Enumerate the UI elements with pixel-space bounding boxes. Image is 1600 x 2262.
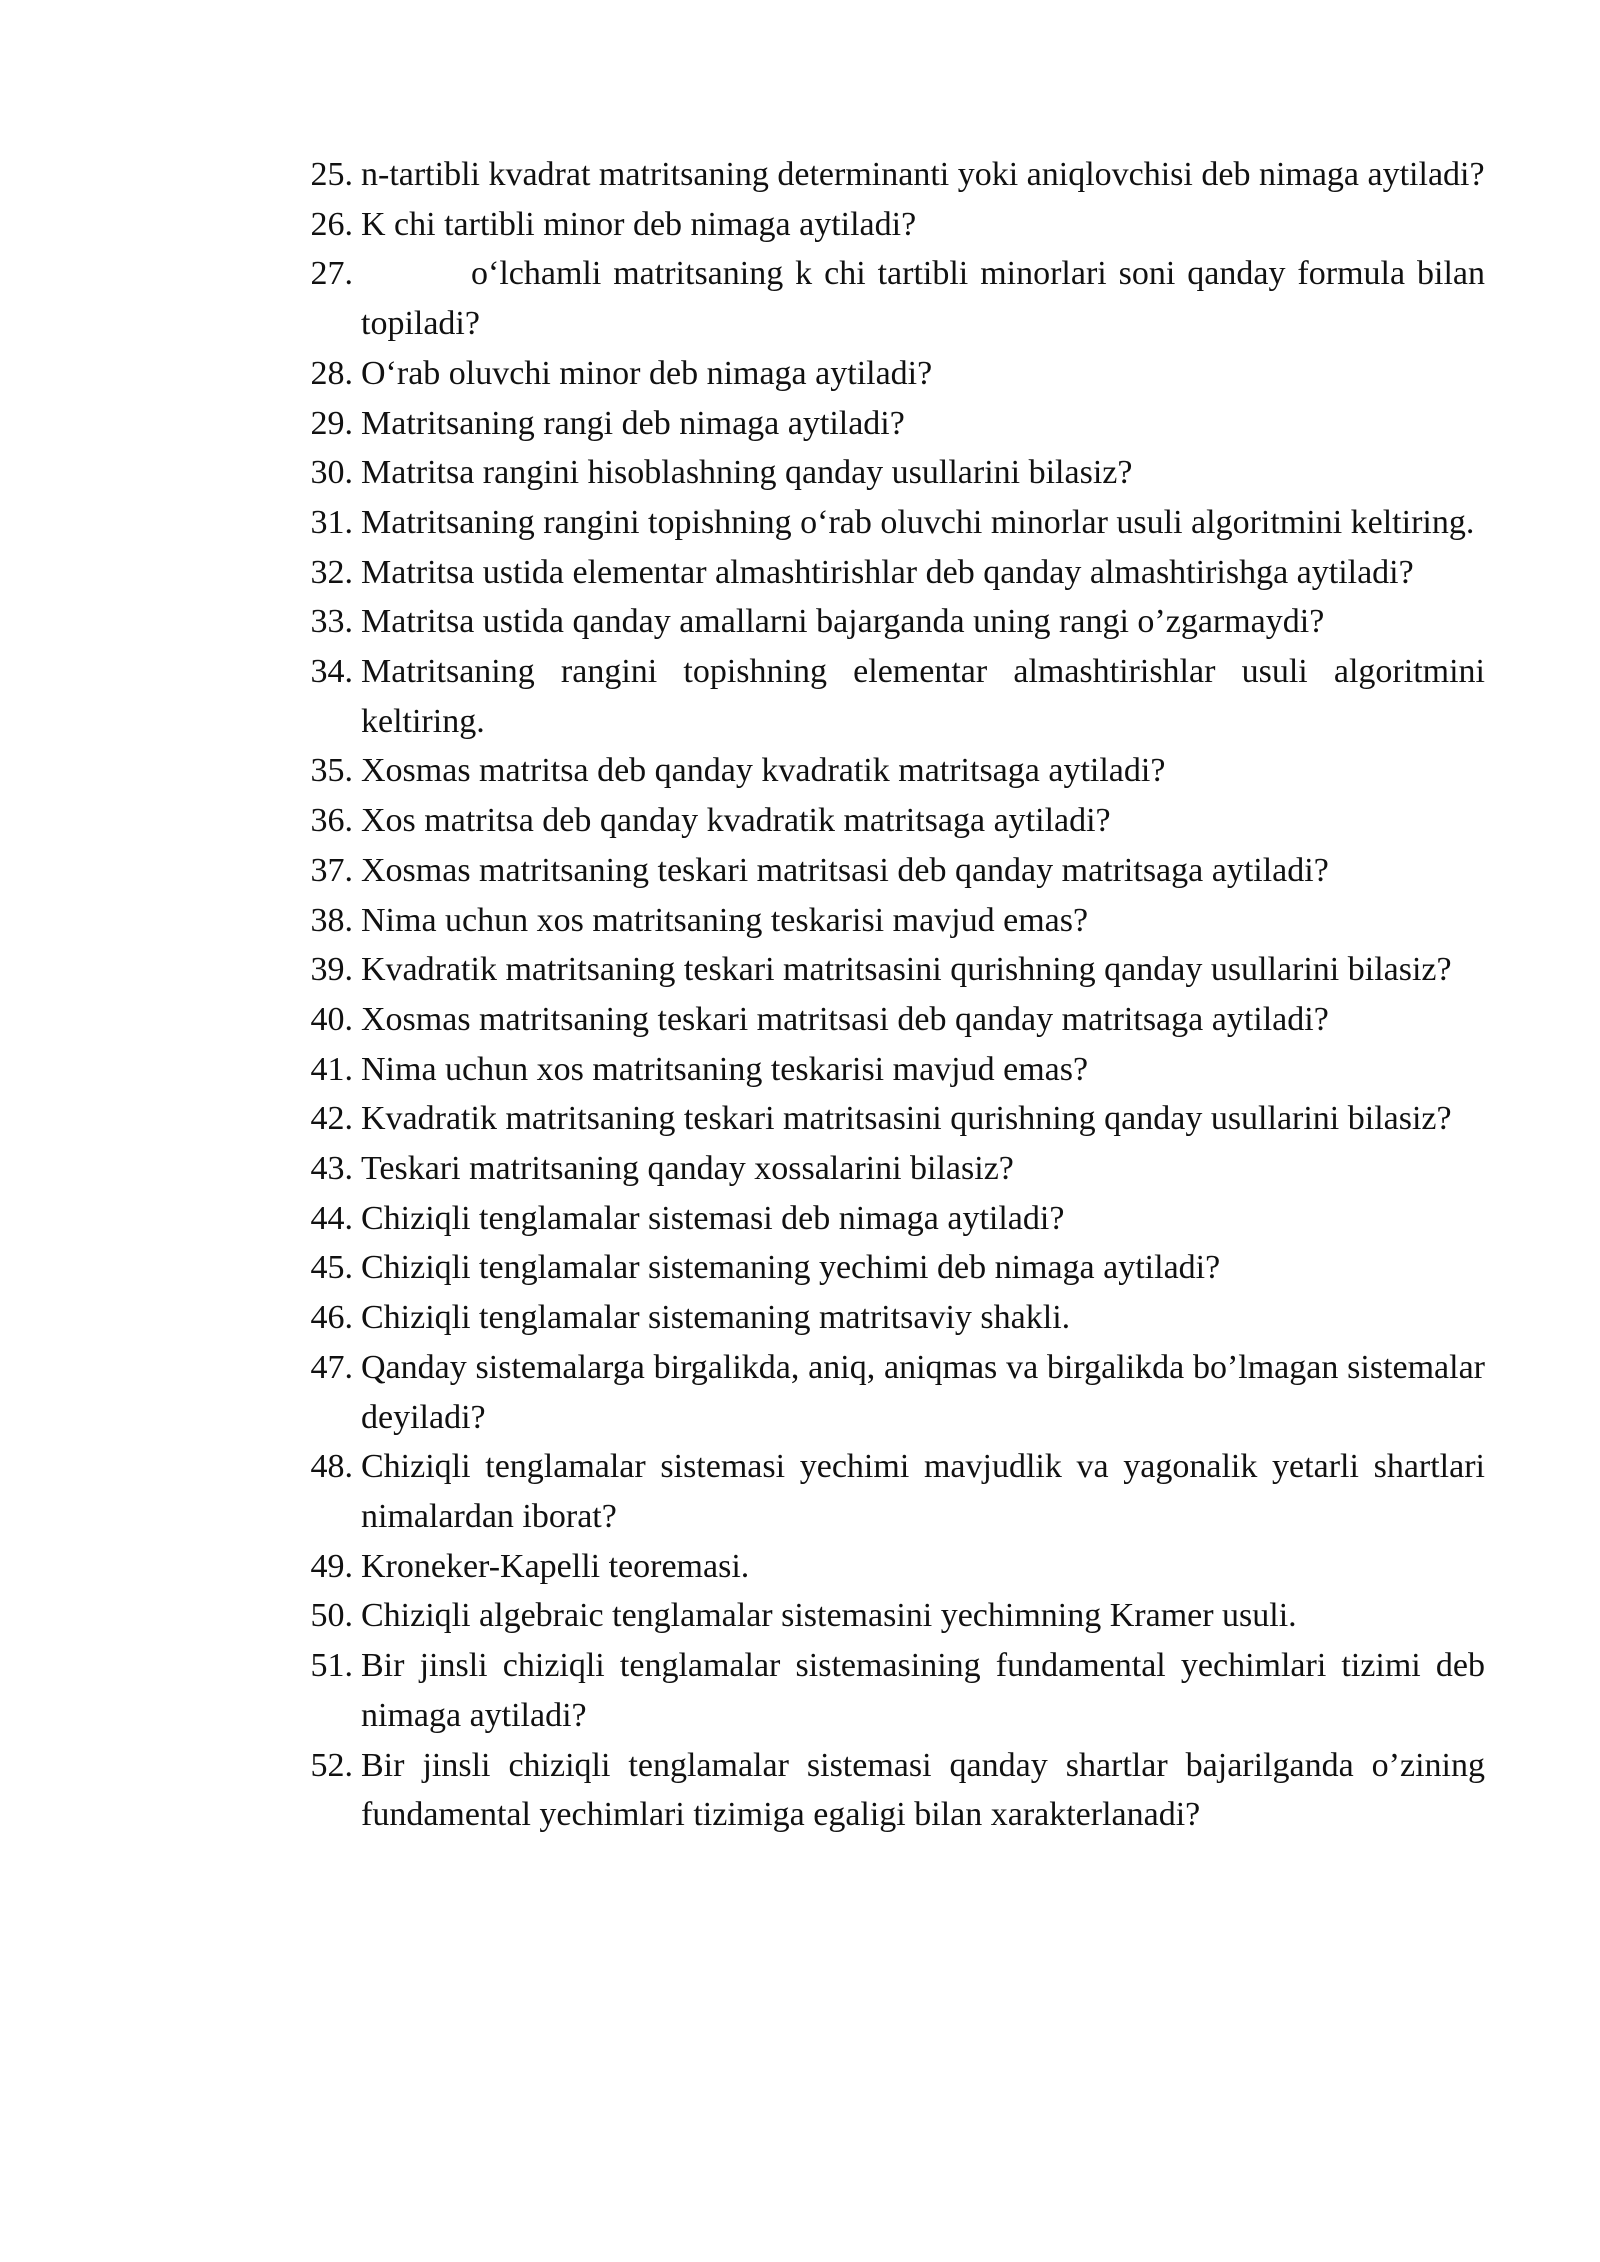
item-number: 43. xyxy=(310,1150,353,1188)
list-item xyxy=(295,200,1485,250)
list-item xyxy=(295,399,1485,449)
item-text-container xyxy=(361,249,1485,348)
item-text: Matritsaning rangi deb nimaga aytiladi? xyxy=(361,404,905,442)
item-text: Matritsa ustida qanday amallarni bajarganda uning rangi o’zgarmaydi? xyxy=(361,603,1325,641)
item-text: n-tartibli kvadrat matritsaning determinanti yoki aniqlovchisi deb nimaga aytiladi? xyxy=(361,156,1485,193)
item-number: 40. xyxy=(310,1000,353,1038)
item-text: Kvadratik matritsaning teskari matritsasini qurishning qanday usullarini bilasiz? xyxy=(361,1100,1452,1138)
item-number: 28. xyxy=(310,354,353,392)
item-text: Kroneker-Kapelli teoremasi. xyxy=(361,1547,750,1585)
item-text: Matritsaning rangini topishning elementar almashtirishlar usuli algoritmini keltiring. xyxy=(361,653,1485,740)
list-item xyxy=(295,150,1485,200)
list-item xyxy=(295,995,1485,1045)
item-number: 45. xyxy=(310,1249,353,1287)
item-number: 51. xyxy=(310,1647,353,1685)
list-item xyxy=(295,1542,1485,1592)
item-text: Xosmas matritsa deb qanday kvadratik matritsaga aytiladi? xyxy=(361,752,1166,790)
list-item xyxy=(295,1045,1485,1095)
list-item xyxy=(295,1243,1485,1293)
item-text: Chiziqli algebraic tenglamalar sistemasini yechimning Kramer usuli. xyxy=(361,1597,1297,1635)
item-text: Xosmas matritsaning teskari matritsasi deb qanday matritsaga aytiladi? xyxy=(361,1000,1329,1038)
item-text: Matritsa ustida elementar almashtirishlar deb qanday almashtirishga aytiladi? xyxy=(361,553,1414,591)
list-item xyxy=(295,846,1485,896)
item-number: 44. xyxy=(310,1199,353,1237)
item-text: K chi tartibli minor deb nimaga aytiladi? xyxy=(361,205,917,243)
item-number: 42. xyxy=(310,1100,353,1138)
item-number: 33. xyxy=(310,603,353,641)
item-text: Chiziqli tenglamalar sistemasi deb nimaga aytiladi? xyxy=(361,1199,1065,1237)
list-item xyxy=(295,249,1485,348)
item-text: Kvadratik matritsaning teskari matritsasini qurishning qanday usullarini bilasiz? xyxy=(361,951,1452,989)
item-text: o‘lchamli matritsaning k chi tartibli minorlari soni qanday formula bilan topiladi? xyxy=(361,255,1485,343)
item-text: Bir jinsli chiziqli tenglamalar sistemasining fundamental yechimlari tizimi deb nimaga aytiladi? xyxy=(361,1647,1485,1734)
item-number: 49. xyxy=(310,1547,353,1585)
item-text: Nima uchun xos matritsaning teskarisi mavjud emas? xyxy=(361,1050,1089,1088)
item-text: Xos matritsa deb qanday kvadratik matritsaga aytiladi? xyxy=(361,802,1111,840)
item-number: 26. xyxy=(310,205,353,243)
list-item xyxy=(295,1591,1485,1641)
list-item xyxy=(295,896,1485,946)
item-number: 36. xyxy=(310,802,353,840)
list-item xyxy=(295,945,1485,995)
list-item xyxy=(295,647,1485,746)
list-item xyxy=(295,349,1485,399)
list-item xyxy=(295,1343,1485,1442)
item-number: 34. xyxy=(310,653,353,691)
item-number: 39. xyxy=(310,951,353,989)
item-number: 47. xyxy=(310,1348,353,1386)
item-number: 25. xyxy=(310,156,353,193)
list-item xyxy=(295,597,1485,647)
item-number: 27. xyxy=(310,255,353,293)
item-text: Matritsaning rangini topishning o‘rab oluvchi minorlar usuli algoritmini keltiring. xyxy=(361,503,1475,541)
list-item xyxy=(295,1194,1485,1244)
item-text: Qanday sistemalarga birgalikda, aniq, aniqmas va birgalikda bo’lmagan sistemalar deyiladi? xyxy=(361,1348,1485,1436)
list-item xyxy=(295,448,1485,498)
item-number: 35. xyxy=(310,752,353,790)
item-text: Chiziqli tenglamalar sistemaning yechimi deb nimaga aytiladi? xyxy=(361,1249,1221,1287)
list-item xyxy=(295,1293,1485,1343)
item-text: Matritsa rangini hisoblashning qanday usullarini bilasiz? xyxy=(361,454,1133,492)
item-number: 38. xyxy=(310,901,353,939)
item-number: 32. xyxy=(310,553,353,591)
item-text: Chiziqli tenglamalar sistemaning matritsaviy shakli. xyxy=(361,1299,1071,1337)
item-number: 48. xyxy=(310,1448,353,1486)
item-text: Xosmas matritsaning teskari matritsasi deb qanday matritsaga aytiladi? xyxy=(361,851,1329,889)
list-item xyxy=(295,796,1485,846)
item-number: 37. xyxy=(310,851,353,889)
item-text: O‘rab oluvchi minor deb nimaga aytiladi? xyxy=(361,354,933,392)
item-number: 29. xyxy=(310,404,353,442)
item-number: 30. xyxy=(310,454,353,492)
list-item xyxy=(295,746,1485,796)
item-number: 52. xyxy=(310,1746,353,1784)
list-item xyxy=(295,548,1485,598)
list-item xyxy=(295,498,1485,548)
list-item xyxy=(295,1144,1485,1194)
item-text: Teskari matritsaning qanday xossalarini bilasiz? xyxy=(361,1150,1014,1188)
item-number: 46. xyxy=(310,1299,353,1337)
item-text: Chiziqli tenglamalar sistemasi yechimi mavjudlik va yagonalik yetarli shartlari nimalardan iborat? xyxy=(361,1448,1485,1535)
item-text: Bir jinsli chiziqli tenglamalar sistemasi qanday shartlar bajarilganda o’zining fundamental yechimlari tizimiga egaligi bilan xarakterlanadi? xyxy=(361,1746,1485,1834)
list-item xyxy=(295,1741,1485,1840)
list-item xyxy=(295,1641,1485,1740)
question-list xyxy=(295,150,1485,1840)
item-number: 31. xyxy=(310,503,353,541)
item-number: 50. xyxy=(310,1597,353,1635)
list-item xyxy=(295,1442,1485,1541)
list-item xyxy=(295,1094,1485,1144)
item-text: Nima uchun xos matritsaning teskarisi mavjud emas? xyxy=(361,901,1089,939)
item-number: 41. xyxy=(310,1050,353,1088)
